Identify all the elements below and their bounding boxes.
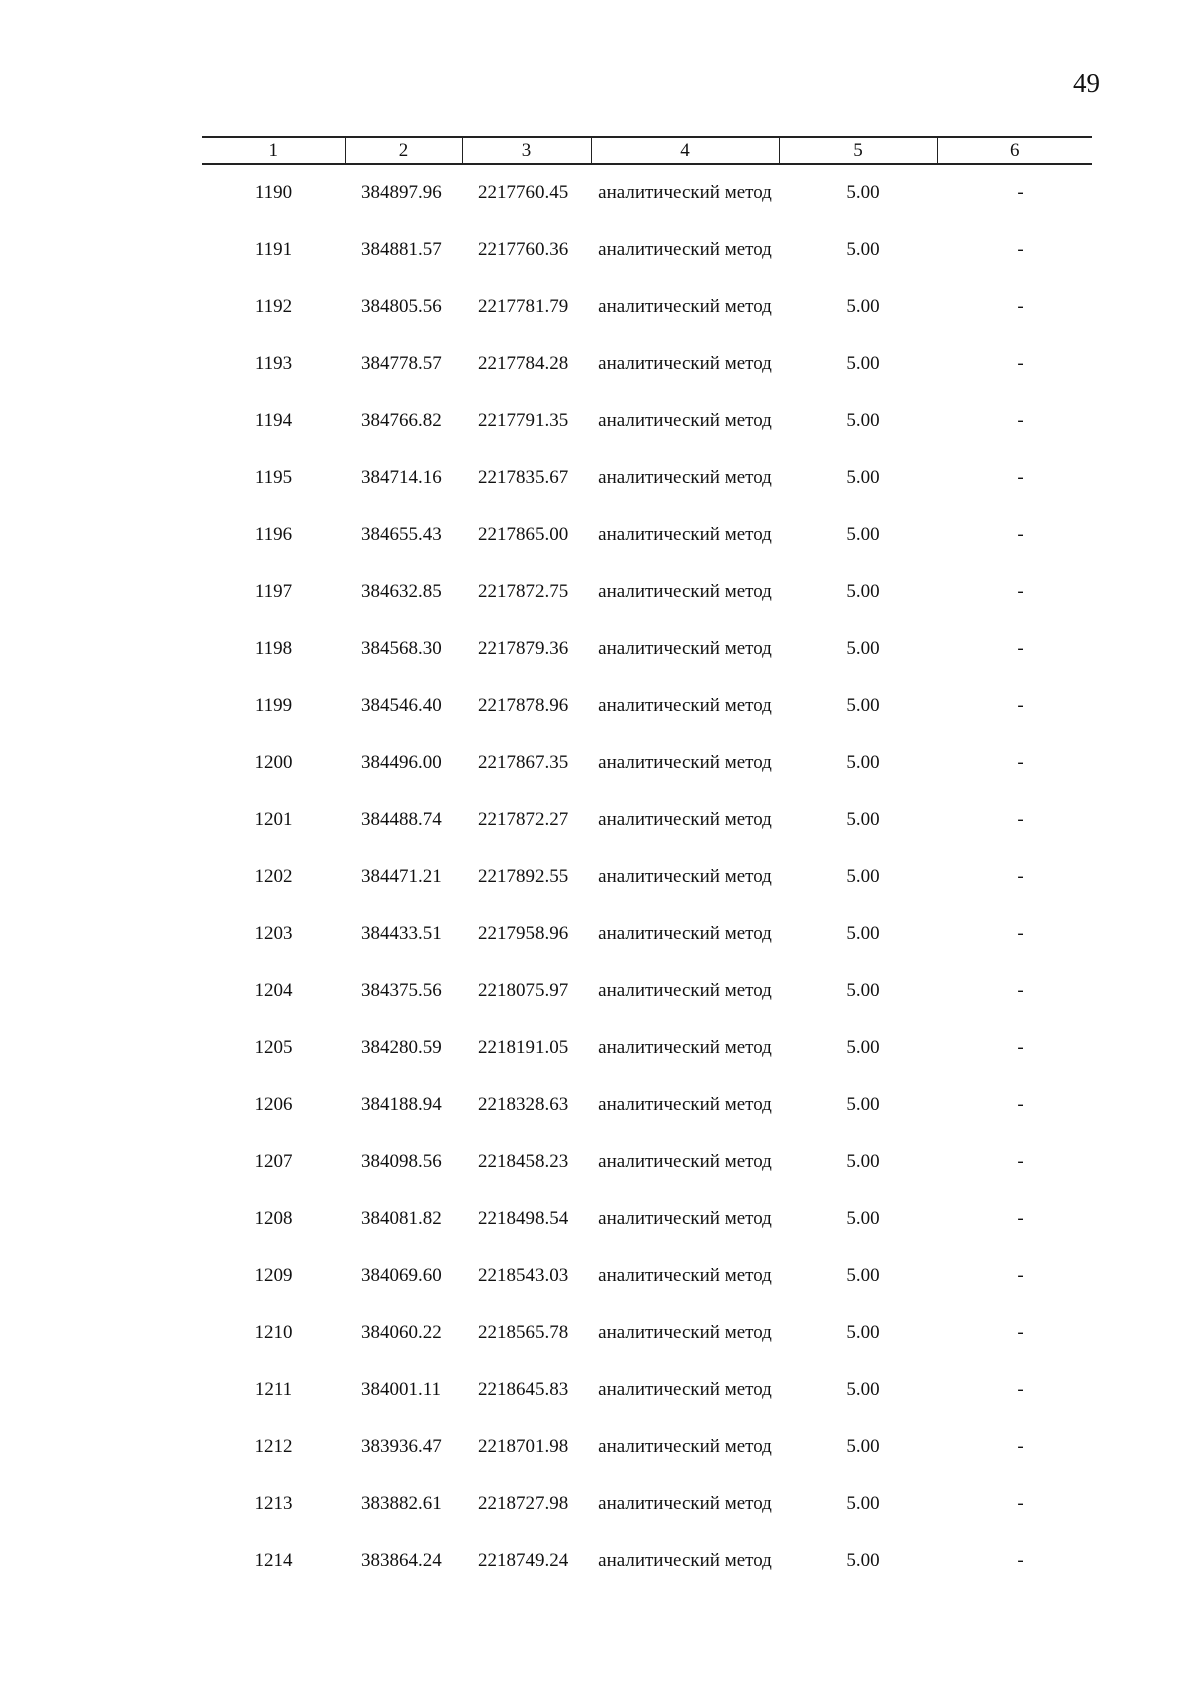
coord-y: 2217760.36 (478, 239, 569, 260)
error-value: 5.00 (846, 239, 880, 260)
error-value: 5.00 (846, 809, 880, 830)
coord-y: 2217879.36 (478, 638, 569, 659)
coord-y: 2217784.28 (478, 353, 569, 374)
method-cell: аналитический метод (598, 638, 772, 659)
note-cell: - (1017, 410, 1024, 431)
coord-y: 2218458.23 (478, 1151, 569, 1172)
point-number: 1207 (254, 1151, 293, 1172)
table-row (202, 1093, 1092, 1150)
table-row (202, 523, 1092, 580)
table-row (202, 751, 1092, 808)
method-cell: аналитический метод (598, 1151, 772, 1172)
coord-x: 384069.60 (361, 1265, 442, 1286)
coord-y: 2218645.83 (478, 1379, 569, 1400)
coord-y: 2218328.63 (478, 1094, 569, 1115)
point-number: 1206 (254, 1094, 293, 1115)
note-cell: - (1017, 695, 1024, 716)
note-cell: - (1017, 923, 1024, 944)
error-value: 5.00 (846, 923, 880, 944)
error-value: 5.00 (846, 296, 880, 317)
method-cell: аналитический метод (598, 1379, 772, 1400)
coord-x: 384188.94 (361, 1094, 442, 1115)
coord-y: 2218727.98 (478, 1493, 569, 1514)
point-number: 1196 (254, 524, 293, 545)
table-row (202, 865, 1092, 922)
coord-x: 384060.22 (361, 1322, 442, 1343)
coord-x: 384632.85 (361, 581, 442, 602)
coord-y: 2217867.35 (478, 752, 569, 773)
method-cell: аналитический метод (598, 296, 772, 317)
error-value: 5.00 (846, 182, 880, 203)
method-cell: аналитический метод (598, 1550, 772, 1571)
error-value: 5.00 (846, 752, 880, 773)
method-cell: аналитический метод (598, 467, 772, 488)
coord-x: 384568.30 (361, 638, 442, 659)
coord-x: 384766.82 (361, 410, 442, 431)
point-number: 1194 (254, 410, 293, 431)
point-number: 1199 (254, 695, 293, 716)
point-number: 1200 (254, 752, 293, 773)
header-col-6: 6 (937, 137, 1092, 164)
method-cell: аналитический метод (598, 809, 772, 830)
method-cell: аналитический метод (598, 1037, 772, 1058)
method-cell: аналитический метод (598, 1493, 772, 1514)
method-cell: аналитический метод (598, 581, 772, 602)
point-number: 1193 (254, 353, 293, 374)
coord-x: 384897.96 (361, 182, 442, 203)
error-value: 5.00 (846, 524, 880, 545)
coord-y: 2218543.03 (478, 1265, 569, 1286)
method-cell: аналитический метод (598, 353, 772, 374)
note-cell: - (1017, 1493, 1024, 1514)
error-value: 5.00 (846, 1265, 880, 1286)
coord-y: 2218565.78 (478, 1322, 569, 1343)
method-cell: аналитический метод (598, 980, 772, 1001)
table-row (202, 637, 1092, 694)
note-cell: - (1017, 1151, 1024, 1172)
coord-y: 2217878.96 (478, 695, 569, 716)
error-value: 5.00 (846, 1151, 880, 1172)
table-body (202, 164, 1092, 1606)
header-col-1: 1 (202, 137, 345, 164)
error-value: 5.00 (846, 1094, 880, 1115)
point-number: 1209 (254, 1265, 293, 1286)
note-cell: - (1017, 1322, 1024, 1343)
header-col-2: 2 (345, 137, 462, 164)
error-value: 5.00 (846, 638, 880, 659)
note-cell: - (1017, 752, 1024, 773)
method-cell: аналитический метод (598, 1208, 772, 1229)
method-cell: аналитический метод (598, 239, 772, 260)
note-cell: - (1017, 1379, 1024, 1400)
note-cell: - (1017, 1265, 1024, 1286)
note-cell: - (1017, 1094, 1024, 1115)
error-value: 5.00 (846, 581, 880, 602)
method-cell: аналитический метод (598, 182, 772, 203)
coord-y: 2217892.55 (478, 866, 569, 887)
coord-y: 2217958.96 (478, 923, 569, 944)
error-value: 5.00 (846, 410, 880, 431)
error-value: 5.00 (846, 353, 880, 374)
coord-y: 2217865.00 (478, 524, 569, 545)
point-number: 1212 (254, 1436, 293, 1457)
coord-x: 384433.51 (361, 923, 442, 944)
header-col-4: 4 (591, 137, 779, 164)
coord-x: 383882.61 (361, 1493, 442, 1514)
note-cell: - (1017, 467, 1024, 488)
method-cell: аналитический метод (598, 1322, 772, 1343)
coord-x: 384098.56 (361, 1151, 442, 1172)
point-number: 1198 (254, 638, 293, 659)
point-number: 1203 (254, 923, 293, 944)
note-cell: - (1017, 524, 1024, 545)
error-value: 5.00 (846, 1322, 880, 1343)
method-cell: аналитический метод (598, 524, 772, 545)
coord-x: 384714.16 (361, 467, 442, 488)
error-value: 5.00 (846, 866, 880, 887)
coord-x: 383864.24 (361, 1550, 442, 1571)
error-value: 5.00 (846, 1493, 880, 1514)
table-row (202, 164, 1092, 238)
coord-x: 384375.56 (361, 980, 442, 1001)
coord-x: 384496.00 (361, 752, 442, 773)
coord-x: 383936.47 (361, 1436, 442, 1457)
method-cell: аналитический метод (598, 866, 772, 887)
header-col-5: 5 (779, 137, 937, 164)
table-row (202, 295, 1092, 352)
coord-x: 384546.40 (361, 695, 442, 716)
method-cell: аналитический метод (598, 695, 772, 716)
coord-y: 2217791.35 (478, 410, 569, 431)
point-number: 1213 (254, 1493, 293, 1514)
error-value: 5.00 (846, 980, 880, 1001)
coord-y: 2218498.54 (478, 1208, 569, 1229)
note-cell: - (1017, 1436, 1024, 1457)
table-row (202, 580, 1092, 637)
note-cell: - (1017, 581, 1024, 602)
coord-y: 2217872.75 (478, 581, 569, 602)
point-number: 1214 (254, 1550, 293, 1571)
error-value: 5.00 (846, 1037, 880, 1058)
point-number: 1192 (254, 296, 293, 317)
table-row (202, 979, 1092, 1036)
error-value: 5.00 (846, 1208, 880, 1229)
point-number: 1190 (254, 182, 293, 203)
coordinates-table (202, 136, 1092, 1606)
method-cell: аналитический метод (598, 923, 772, 944)
coord-y: 2217760.45 (478, 182, 569, 203)
error-value: 5.00 (846, 1379, 880, 1400)
note-cell: - (1017, 1037, 1024, 1058)
note-cell: - (1017, 980, 1024, 1001)
coord-y: 2217872.27 (478, 809, 569, 830)
table-row (202, 1264, 1092, 1321)
point-number: 1202 (254, 866, 293, 887)
table-row (202, 1150, 1092, 1207)
error-value: 5.00 (846, 695, 880, 716)
note-cell: - (1017, 638, 1024, 659)
coord-y: 2218749.24 (478, 1550, 569, 1571)
note-cell: - (1017, 239, 1024, 260)
point-number: 1191 (254, 239, 293, 260)
table-row (202, 1321, 1092, 1378)
note-cell: - (1017, 296, 1024, 317)
table-row (202, 409, 1092, 466)
error-value: 5.00 (846, 467, 880, 488)
table-row (202, 1378, 1092, 1435)
table-row (202, 466, 1092, 523)
coord-x: 384471.21 (361, 866, 442, 887)
header-col-3: 3 (462, 137, 591, 164)
error-value: 5.00 (846, 1436, 880, 1457)
point-number: 1210 (254, 1322, 293, 1343)
table-row (202, 808, 1092, 865)
note-cell: - (1017, 182, 1024, 203)
table-header (202, 137, 1092, 164)
method-cell: аналитический метод (598, 1094, 772, 1115)
note-cell: - (1017, 866, 1024, 887)
point-number: 1208 (254, 1208, 293, 1229)
note-cell: - (1017, 809, 1024, 830)
coord-y: 2218191.05 (478, 1037, 569, 1058)
point-number: 1197 (254, 581, 293, 602)
coord-y: 2217835.67 (478, 467, 569, 488)
coord-y: 2217781.79 (478, 296, 569, 317)
note-cell: - (1017, 353, 1024, 374)
table-row (202, 922, 1092, 979)
note-cell: - (1017, 1550, 1024, 1571)
coord-x: 384001.11 (361, 1379, 442, 1400)
coord-x: 384881.57 (361, 239, 442, 260)
point-number: 1211 (254, 1379, 293, 1400)
error-value: 5.00 (846, 1550, 880, 1571)
coord-x: 384488.74 (361, 809, 442, 830)
point-number: 1204 (254, 980, 293, 1001)
coord-x: 384081.82 (361, 1208, 442, 1229)
coord-x: 384778.57 (361, 353, 442, 374)
method-cell: аналитический метод (598, 410, 772, 431)
table-row (202, 1492, 1092, 1549)
coord-y: 2218701.98 (478, 1436, 569, 1457)
note-cell: - (1017, 1208, 1024, 1229)
coord-y: 2218075.97 (478, 980, 569, 1001)
coord-x: 384280.59 (361, 1037, 442, 1058)
coord-x: 384805.56 (361, 296, 442, 317)
table-row (202, 694, 1092, 751)
table-row (202, 1036, 1092, 1093)
point-number: 1205 (254, 1037, 293, 1058)
header-row (202, 137, 1092, 164)
table-row (202, 238, 1092, 295)
table-row (202, 1435, 1092, 1492)
method-cell: аналитический метод (598, 752, 772, 773)
method-cell: аналитический метод (598, 1436, 772, 1457)
method-cell: аналитический метод (598, 1265, 772, 1286)
page-number: 49 (1073, 68, 1100, 98)
coord-x: 384655.43 (361, 524, 442, 545)
point-number: 1195 (254, 467, 293, 488)
table-row (202, 352, 1092, 409)
table-row (202, 1207, 1092, 1264)
point-number: 1201 (254, 809, 293, 830)
table-row (202, 1549, 1092, 1606)
